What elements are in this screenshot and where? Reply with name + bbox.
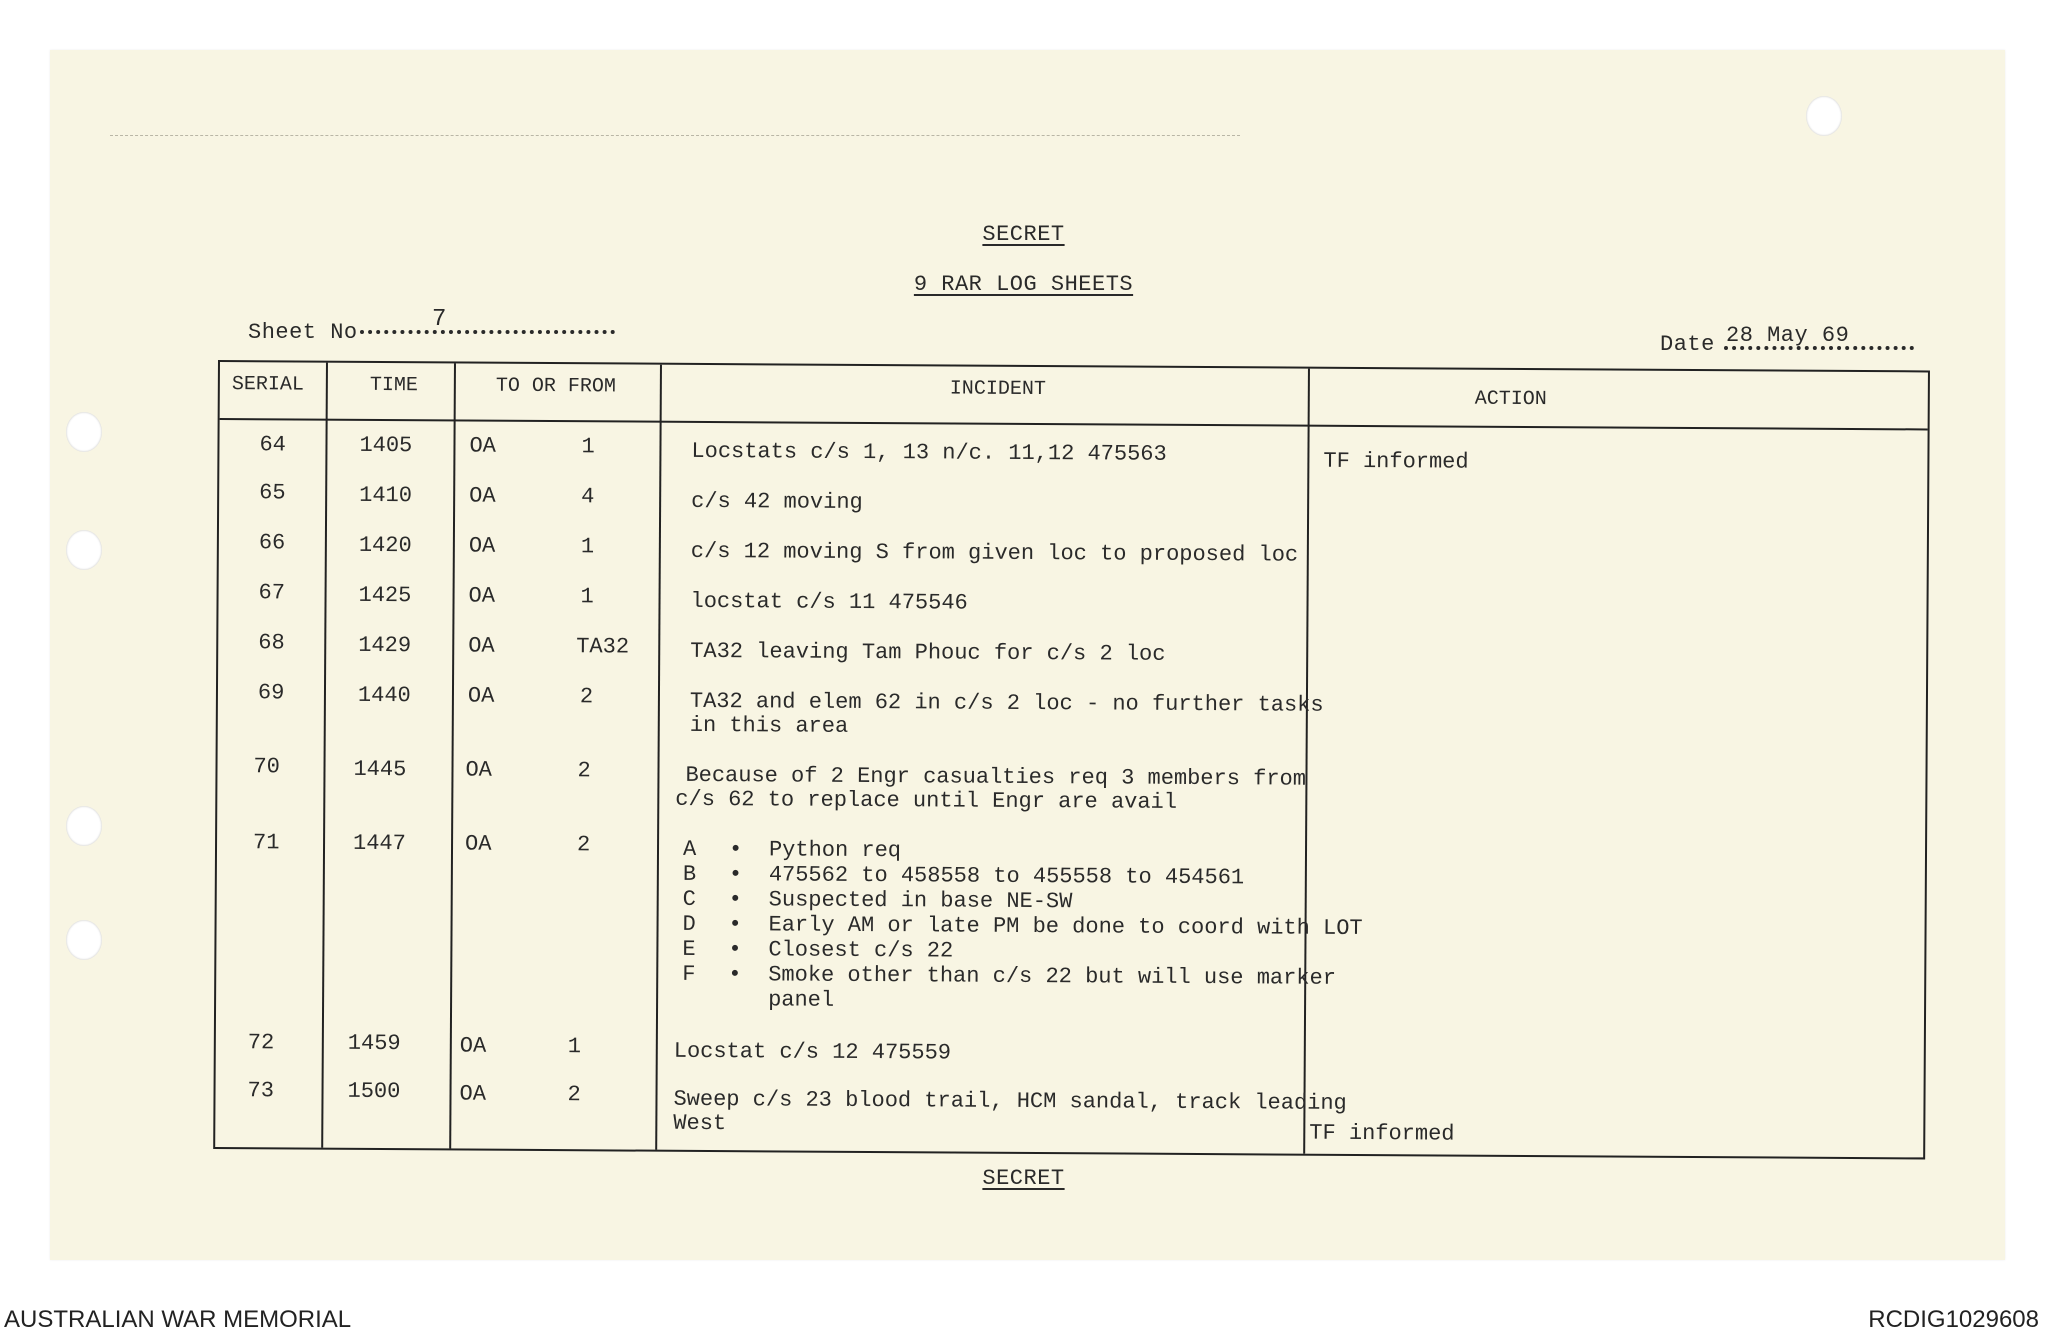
log-table xyxy=(213,360,1930,1159)
row-time: 1445 xyxy=(353,756,407,783)
row-from: 1 xyxy=(567,1034,582,1060)
subitem-letter: B xyxy=(682,861,697,887)
row-time: 1429 xyxy=(358,632,412,659)
document-title: 9 RAR LOG SHEETS xyxy=(913,272,1134,297)
row-from: 1 xyxy=(580,534,595,560)
subitem-text: Smoke other than c/s 22 but will use marker xyxy=(768,962,1337,991)
row-time: 1410 xyxy=(359,482,413,509)
row-serial: 65 xyxy=(259,480,286,506)
row-incident-line: Locstat c/s 12 475559 xyxy=(673,1038,952,1066)
column-divider xyxy=(321,363,328,1148)
row-incident-line: c/s 12 moving S from given loc to proposed loc xyxy=(690,538,1299,568)
footer-source: AUSTRALIAN WAR MEMORIAL xyxy=(4,1306,352,1333)
row-serial: 70 xyxy=(253,754,280,780)
subitem-letter: E xyxy=(682,936,696,962)
row-from: 2 xyxy=(577,758,591,784)
subitem: B • 475562 to 458558 to 455558 to 454561 xyxy=(682,861,1245,891)
row-to: OA xyxy=(459,1081,487,1107)
row-incident-line: in this area xyxy=(689,712,849,739)
header-action: ACTION xyxy=(1474,387,1547,412)
row-time: 1500 xyxy=(347,1078,401,1105)
row-incident-line: locstat c/s 11 475546 xyxy=(690,588,968,616)
header-serial: SERIAL xyxy=(231,373,304,397)
row-action: TF informed xyxy=(1309,1120,1455,1147)
row-to: OA xyxy=(465,757,492,783)
row-to: OA xyxy=(459,1033,487,1059)
header-to-or-from: TO OR FROM xyxy=(495,374,616,399)
row-from: 2 xyxy=(579,684,594,710)
sheet-no-label: Sheet No xyxy=(248,320,358,345)
row-from: TA32 xyxy=(576,634,630,660)
row-incident-line: West xyxy=(673,1110,727,1137)
row-subitems xyxy=(682,837,1363,1016)
header-divider xyxy=(220,418,1928,430)
subitem-text: Closest c/s 22 xyxy=(768,937,954,964)
subitem-text: Early AM or late PM be done to coord with LOT xyxy=(768,912,1363,942)
row-to: OA xyxy=(468,633,495,659)
row-time: 1440 xyxy=(357,682,411,709)
date-dotted-line xyxy=(1724,346,1914,350)
row-time: 1420 xyxy=(358,532,412,559)
row-serial: 66 xyxy=(258,530,286,556)
classification-top: SECRET xyxy=(982,222,1065,247)
sheet-no-value: 7 xyxy=(432,306,447,333)
row-serial: 71 xyxy=(252,830,280,856)
date-label: Date xyxy=(1660,332,1715,357)
sheet-no-dotted-line xyxy=(360,330,615,334)
subitem-text: panel xyxy=(768,987,835,1013)
row-from: 2 xyxy=(567,1082,581,1108)
subitem-letter xyxy=(682,987,712,1012)
footer-reference: RCDIG1029608 xyxy=(1868,1306,2039,1333)
row-incident-line: Locstats c/s 1, 13 n/c. 11,12 475563 xyxy=(691,438,1167,467)
row-serial: 68 xyxy=(258,630,285,656)
row-time: 1459 xyxy=(347,1030,401,1057)
row-to: OA xyxy=(468,583,496,609)
subitem-text: Python req xyxy=(768,837,902,864)
row-from: 1 xyxy=(580,584,594,610)
row-serial: 64 xyxy=(259,432,286,458)
punch-hole xyxy=(66,530,102,570)
row-serial: 73 xyxy=(247,1078,275,1104)
subitem: C • Suspected in base NE-SW xyxy=(682,886,1073,915)
row-time: 1425 xyxy=(358,582,412,609)
subitem: A • Python req xyxy=(682,836,902,864)
subitem-text: Suspected in base NE-SW xyxy=(768,887,1073,915)
subitem-letter: A xyxy=(682,836,697,862)
column-divider xyxy=(655,365,662,1150)
row-incident-line: c/s 62 to replace until Engr are avail xyxy=(675,786,1178,815)
row-incident-line: Sweep c/s 23 blood trail, HCM sandal, track leading xyxy=(673,1086,1347,1116)
row-action: TF informed xyxy=(1323,448,1469,475)
subitem: F • Smoke other than c/s 22 but will use marker xyxy=(682,961,1337,991)
punch-hole xyxy=(66,412,102,452)
row-to: OA xyxy=(467,683,495,709)
row-serial: 72 xyxy=(247,1030,275,1056)
row-incident-line: TA32 and elem 62 in c/s 2 loc - no further tasks xyxy=(689,688,1324,718)
punch-hole xyxy=(66,806,102,846)
row-serial: 67 xyxy=(258,580,286,606)
row-from: 1 xyxy=(581,434,595,460)
row-incident-line: TA32 leaving Tam Phouc for c/s 2 loc xyxy=(690,638,1166,667)
row-from: 2 xyxy=(576,832,591,858)
subitem xyxy=(682,987,1362,1016)
row-incident-line: c/s 42 moving xyxy=(691,488,863,515)
classification-bottom: SECRET xyxy=(982,1166,1065,1191)
subitem: D • Early AM or late PM be done to coord with LOT xyxy=(682,911,1363,942)
row-time: 1405 xyxy=(359,432,413,459)
row-to: OA xyxy=(468,533,496,559)
fold-line xyxy=(110,135,1240,136)
subitem-text: 475562 to 458558 to 455558 to 454561 xyxy=(768,862,1245,891)
row-incident-line: Because of 2 Engr casualties req 3 members from xyxy=(685,762,1307,792)
date-value: 28 May 69 xyxy=(1726,323,1850,348)
subitem-letter: F xyxy=(682,961,696,987)
row-serial: 69 xyxy=(257,680,285,706)
row-time: 1447 xyxy=(352,830,406,857)
subitem: E • Closest c/s 22 xyxy=(682,936,954,964)
punch-hole xyxy=(66,920,102,960)
row-to: OA xyxy=(469,433,496,459)
row-to: OA xyxy=(464,831,492,857)
header-incident: INCIDENT xyxy=(949,377,1046,402)
row-from: 4 xyxy=(581,484,595,510)
column-divider xyxy=(449,363,456,1148)
subitem-letter: D xyxy=(682,911,696,937)
header-time: TIME xyxy=(369,373,418,398)
row-to: OA xyxy=(469,483,496,509)
subitem-letter: C xyxy=(682,886,696,912)
column-divider xyxy=(1303,369,1310,1154)
punch-hole xyxy=(1806,96,1842,136)
